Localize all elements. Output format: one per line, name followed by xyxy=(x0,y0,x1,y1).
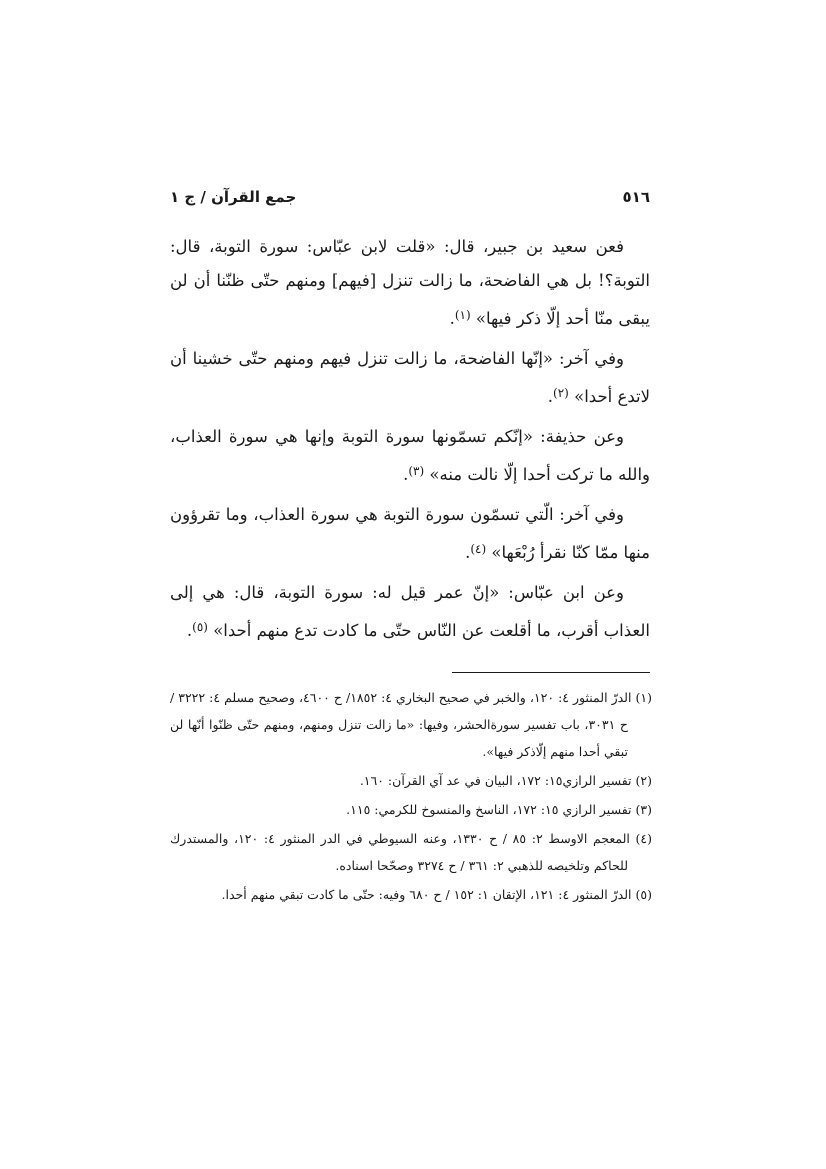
paragraph xyxy=(170,420,650,492)
paragraph-text: وعن حذيفة: «إنّكم تسمّونها سورة التوبة وإنها هي سورة العذاب، والله ما تركت أحدا إلّا نالت منه» xyxy=(170,427,650,484)
paragraph xyxy=(170,230,650,336)
paragraph-end: . xyxy=(186,621,193,640)
page-header xyxy=(170,188,650,212)
paragraph-end: . xyxy=(547,387,554,406)
paragraph-text: وفي آخر: الّتي تسمّون سورة التوبة هي سورة العذاب، وما تقرؤون منها ممّا كنّا نقرأ رُبْعَها» xyxy=(170,505,650,562)
footnote: (٢) تفسير الرازي١٥: ١٧٢، البيان في عد آي القرآن: ١٦٠. xyxy=(359,773,652,788)
footnote-divider xyxy=(452,672,650,673)
paragraph-end: . xyxy=(465,543,471,562)
paragraph xyxy=(170,342,650,414)
footnote-ref: (٥) xyxy=(192,620,208,634)
footnote: (١) الدرّ المنثور ٤: ١٢٠، والخبر في صحيح البخاري ٤: ١٨٥٢/ ح ٤٦٠٠، وصحيح مسلم ٤: ٣٢٢٢ / ح ٣٠٣١، باب تفسير سورةالحشر، وفيها: «ما زالت تنزل ومنهم، ومنهم حتّى ظنّوا أنّها لن تبقي أحدا منهم إلّاذكر فيها». xyxy=(170,690,652,759)
footnote: (٤) المعجم الاوسط ٢: ٨٥ / ح ١٣٣٠، وعنه السيوطي في الدر المنثور ٤: ١٢٠، والمستدرك للحاكم وتلخيصه للذهبي ٢: ٣٦١ / ح ٣٢٧٤ وصحّحا اسناده. xyxy=(170,831,653,873)
paragraph-text: فعن سعيد بن جبير، قال: «قلت لابن عبّاس: سورة التوبة، قال: التوبة؟! بل هي الفاضحة، ما زالت تنزل [فيهم] ومنهم حتّى ظنّنا أن لن يبقى منّا أحد إلّا ذكر فيها» xyxy=(170,237,650,328)
footnotes xyxy=(170,684,652,910)
paragraph-end: . xyxy=(403,465,409,484)
footnote: (٣) تفسير الرازي ١٥: ١٧٢، الناسخ والمنسوخ للكرمي: ١١٥. xyxy=(346,802,652,817)
running-title: جمع القرآن / ج ١ xyxy=(170,188,297,206)
footnote-ref: (١) xyxy=(454,308,471,322)
paragraph xyxy=(170,576,650,648)
footnote-ref: (٤) xyxy=(470,542,487,556)
paragraph-end: . xyxy=(449,309,455,328)
footnote: (٥) الدرّ المنثور ٤: ١٢١، الإتقان ١: ١٥٢ / ح ٦٨٠ وفيه: حتّى ما كادت تبقي منهم أحدا. xyxy=(221,887,652,902)
footnote-ref: (٣) xyxy=(408,464,425,478)
page-number: ٥١٦ xyxy=(622,188,650,206)
paragraph-text: وفي آخر: «إنّها الفاضحة، ما زالت تنزل فيهم ومنهم حتّى خشينا أن لاتدع أحدا» xyxy=(170,349,650,406)
footnote-ref: (٢) xyxy=(553,386,569,400)
main-text xyxy=(170,230,650,654)
paragraph xyxy=(170,498,650,570)
paragraph-text: وعن ابن عبّاس: «إنّ عمر قيل له: سورة التوبة، قال: هي إلى العذاب أقرب، ما أقلعت عن النّاس حتّى ما كادت تدع منهم أحدا» xyxy=(170,583,650,640)
